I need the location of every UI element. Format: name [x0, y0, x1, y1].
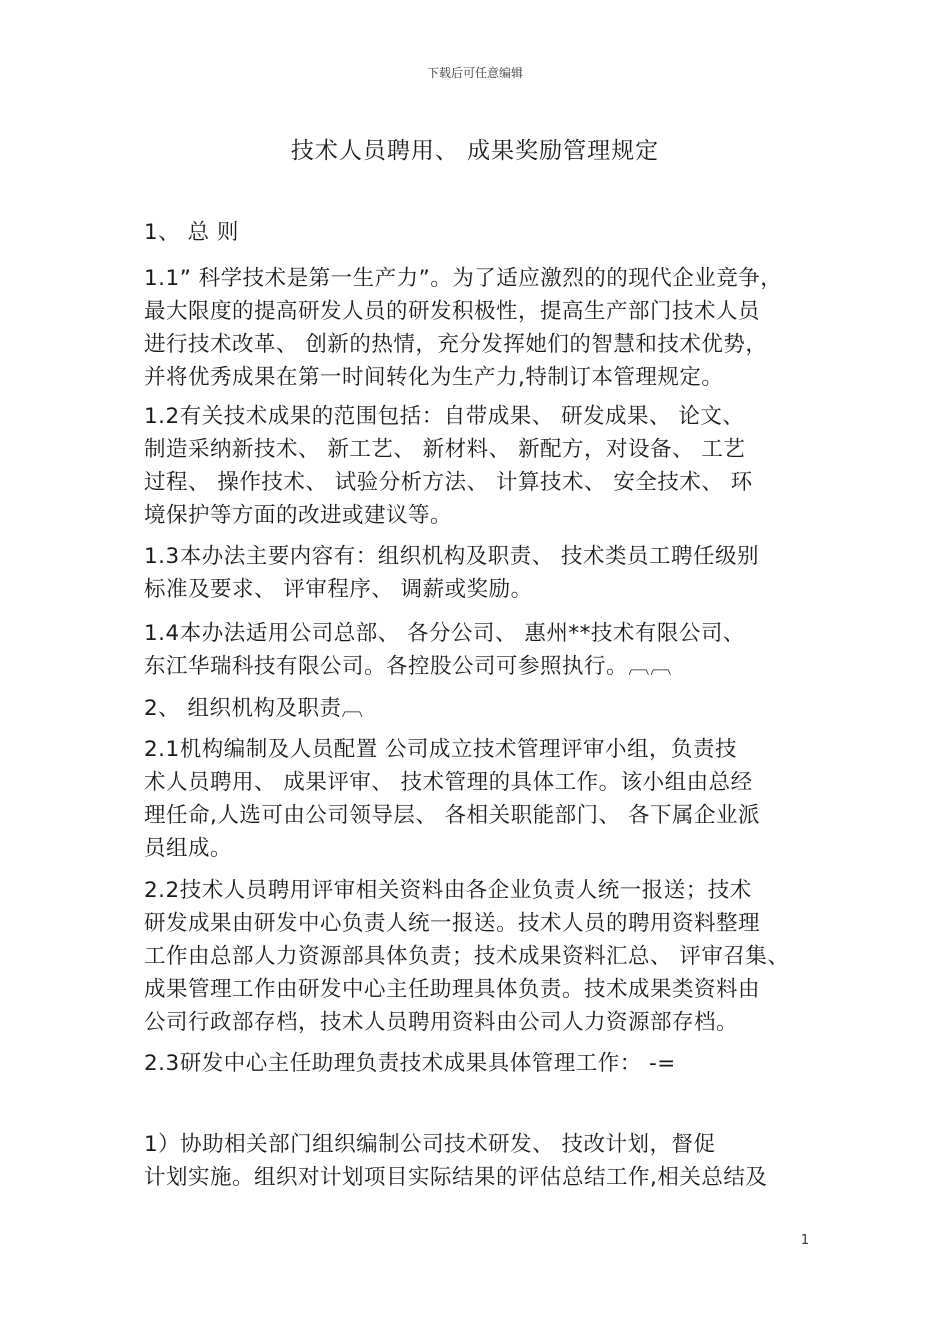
text-line: 术人员聘用、 成果评审、 技术管理的具体工作。该小组由总经 [144, 770, 753, 795]
text-line: 制造采纳新技术、 新工艺、 新材料、 新配方，对设备、 工艺 [144, 437, 746, 462]
text-line: 2、 组织机构及职责︹ [144, 696, 364, 721]
text-line: 研发成果由研发中心负责人统一报送。技术人员的聘用资料整理 [144, 911, 761, 936]
text-line: 1.3本办法主要内容有：组织机构及职责、 技术类员工聘任级别 [144, 544, 760, 569]
page-header: 下载后可任意编辑 [426, 66, 523, 80]
text-line: 计划实施。组织对计划项目实际结果的评估总结工作,相关总结及 [144, 1165, 768, 1190]
text-line: 理任命,人选可由公司领导层、 各相关职能部门、 各下属企业派 [144, 803, 761, 828]
text-line: 东江华瑞科技有限公司。各控股公司可参照执行。︹︹ [144, 654, 673, 679]
paragraph [144, 874, 824, 1039]
text-line: 过程、 操作技术、 试验分析方法、 计算技术、 安全技术、 环 [144, 470, 753, 495]
paragraph [144, 733, 824, 865]
text-line: 境保护等方面的改进或建议等。 [144, 503, 453, 528]
text-line: 标准及要求、 评审程序、 调薪或奖励。 [144, 577, 533, 602]
text-line: 工作由总部人力资源部具体负责；技术成果资料汇总、 评审召集、 [144, 944, 790, 969]
text-line: 最大限度的提高研发人员的研发积极性，提高生产部门技术人员 [144, 299, 761, 324]
paragraph [144, 540, 824, 606]
text-line: 1、 总 则 [144, 220, 239, 245]
page-number: 1 [800, 1233, 810, 1248]
paragraph [144, 1047, 824, 1080]
text-line: 员组成。 [144, 836, 233, 861]
text-line: 1）协助相关部门组织编制公司技术研发、 技改计划，督促 [144, 1132, 716, 1157]
paragraph [144, 1128, 824, 1194]
section-heading [144, 216, 824, 249]
text-line: 1.4本办法适用公司总部、 各分公司、 惠州**技术有限公司、 [144, 621, 745, 646]
text-line: 2.1机构编制及人员配置 公司成立技术管理评审小组，负责技 [144, 737, 738, 762]
text-line: 成果管理工作由研发中心主任助理具体负责。技术成果类资料由 [144, 977, 761, 1002]
text-line: 2.3研发中心主任助理负责技术成果具体管理工作： -= [144, 1051, 676, 1076]
text-line: 2.2技术人员聘用评审相关资料由各企业负责人统一报送；技术 [144, 878, 752, 903]
paragraph [144, 400, 824, 532]
section-heading [144, 692, 824, 725]
text-line: 1.1” 科学技术是第一生产力”。为了适应激烈的的现代企业竞争， [144, 266, 783, 291]
text-line: 公司行政部存档，技术人员聘用资料由公司人力资源部存档。 [144, 1010, 739, 1035]
text-line: 并将优秀成果在第一时间转化为生产力,特制订本管理规定。 [144, 365, 724, 390]
document-title: 技术人员聘用、 成果奖励管理规定 [290, 138, 660, 164]
paragraph [144, 617, 824, 683]
paragraph [144, 262, 824, 394]
text-line: 进行技术改革、 创新的热情，充分发挥她们的智慧和技术优势， [144, 332, 768, 357]
text-line: 1.2有关技术成果的范围包括：自带成果、 研发成果、 论文、 [144, 404, 745, 429]
